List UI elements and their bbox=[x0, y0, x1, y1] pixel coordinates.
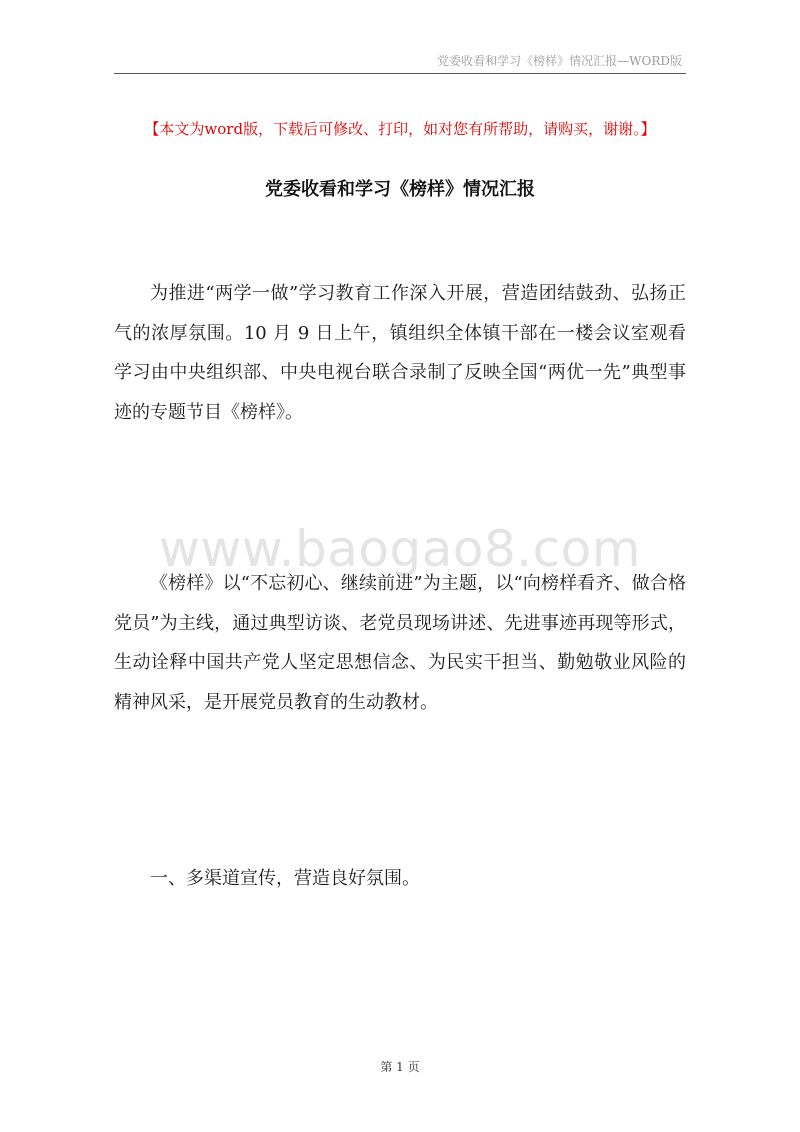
download-notice: 【本文为word版，下载后可修改、打印，如对您有所帮助，请购买，谢谢。】 bbox=[144, 120, 656, 138]
paragraph-2: 《榜样》以“不忘初心、继续前进”为主题，以“向榜样看齐、做合格党员”为主线，通过典型访谈、老党员现场讲述、先进事迹再现等形式，生动诠释中国共产党人坚定思想信念、为民实干担当、勤勉敬业风险的精神风采，是开展党员教育的生动教材。 bbox=[114, 573, 686, 713]
running-header: 党委收看和学习《榜样》情况汇报—WORD版 bbox=[437, 54, 682, 68]
header-divider bbox=[114, 73, 686, 74]
page-number: 第 1 页 bbox=[380, 1060, 420, 1074]
watermark-text: www.baogao8.com bbox=[159, 520, 641, 578]
paragraph-1: 为推进“两学一做”学习教育工作深入开展，营造团结鼓劲、弘扬正气的浓厚氛围。10 月 9 日上午，镇组织全体镇干部在一楼会议室观看学习由中央组织部、中央电视台联合录制了反映全国“两优一先”典型事迹的专题节目《榜样》。 bbox=[114, 283, 686, 423]
document-title: 党委收看和学习《榜样》情况汇报 bbox=[265, 179, 535, 200]
section-heading-1: 一、多渠道宣传，营造良好氛围。 bbox=[150, 868, 420, 889]
